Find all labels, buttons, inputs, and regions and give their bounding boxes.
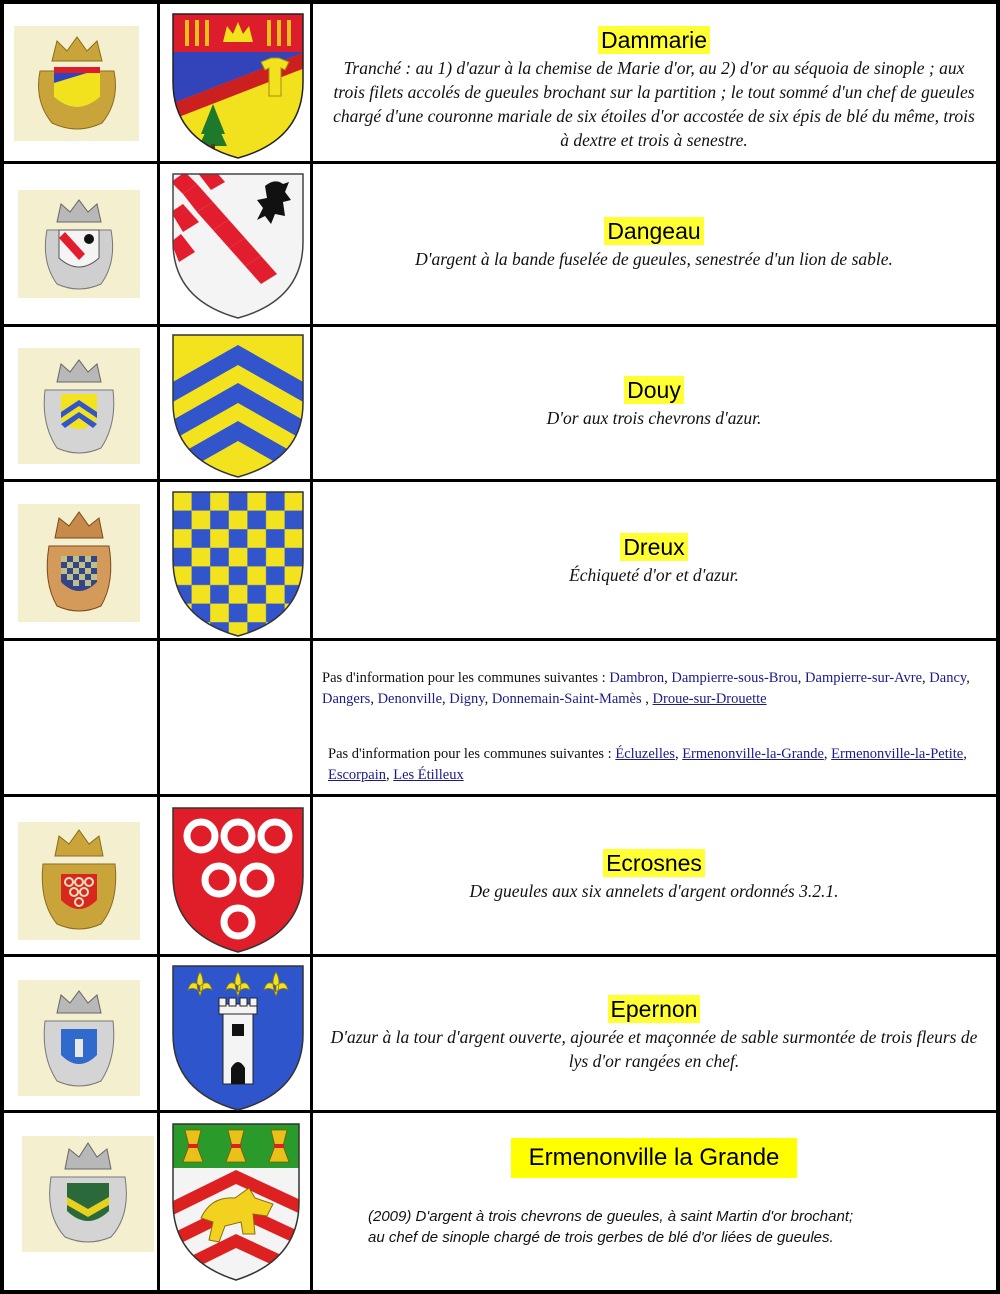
commune-link[interactable]: Écluzelles bbox=[615, 746, 675, 762]
no-info-prefix: Pas d'information pour les communes suivantes : bbox=[328, 746, 612, 762]
coat-of-arms-ermenonville bbox=[171, 1122, 305, 1282]
arms-dammarie bbox=[171, 12, 305, 160]
pin-icon bbox=[39, 508, 119, 618]
pin-badge-douy bbox=[18, 348, 140, 464]
coat-of-arms-dangeau bbox=[171, 172, 305, 320]
entry-douy bbox=[316, 327, 992, 479]
entry-ermenonville bbox=[316, 1138, 992, 1198]
blazon-text: De gueules aux six annelets d'argent ordonnés 3.2.1. bbox=[469, 880, 839, 901]
coat-of-arms-epernon bbox=[171, 964, 305, 1112]
pin-badge-ermenonville bbox=[22, 1136, 154, 1252]
pin-icon bbox=[37, 826, 121, 936]
pin-icon bbox=[32, 31, 122, 136]
commune-name: Dreux bbox=[620, 533, 687, 561]
no-info-prefix: Pas d'information pour les communes suivantes : bbox=[322, 670, 606, 686]
blazon-text: Échiqueté d'or et d'azur. bbox=[569, 565, 739, 585]
arms-dreux bbox=[171, 490, 305, 638]
commune-link[interactable]: Les Étilleux bbox=[393, 767, 464, 783]
commune-link[interactable]: Dangers bbox=[322, 691, 371, 707]
pin-icon bbox=[39, 985, 119, 1091]
commune-name: Dangeau bbox=[604, 217, 703, 245]
commune-name: Douy bbox=[624, 376, 684, 404]
commune-name: Ermenonville la Grande bbox=[511, 1138, 798, 1178]
column-divider bbox=[157, 4, 160, 1290]
arms-epernon bbox=[171, 964, 305, 1112]
commune-link[interactable]: Ermenonville-la-Grande bbox=[682, 746, 824, 762]
commune-link[interactable]: Donnemain-Saint-Mamès bbox=[491, 691, 642, 707]
column-divider bbox=[310, 4, 313, 1290]
commune-link[interactable]: Ermenonville-la-Petite bbox=[831, 746, 964, 762]
blazon-line: (2009) D'argent à trois chevrons de gueules, à saint Martin d'or brochant; bbox=[368, 1208, 854, 1225]
entry-dammarie bbox=[316, 18, 992, 160]
blazon-text: Tranché : au 1) d'azur à la chemise de Marie d'or, au 2) d'or au séquoia de sinople ; aux trois filets accolés de gueules brochant sur la partition ; le tout sommé d'un chef de gueules chargé d'une couronne mariale de six étoiles d'or accostée de six épis de blé du même, trois à dextre et trois à senestre. bbox=[333, 58, 975, 150]
blazon-text: D'or aux trois chevrons d'azur. bbox=[546, 408, 762, 428]
coat-of-arms-douy bbox=[171, 333, 305, 479]
pin-badge-dammarie bbox=[14, 26, 139, 141]
commune-name: Dammarie bbox=[598, 26, 710, 54]
entry-ecrosnes bbox=[316, 797, 992, 954]
commune-link[interactable]: Dancy bbox=[929, 670, 967, 686]
commune-name: Epernon bbox=[608, 995, 701, 1023]
coat-of-arms-ecrosnes bbox=[171, 806, 305, 954]
arms-douy bbox=[171, 333, 305, 479]
commune-link[interactable]: Dampierre-sur-Avre bbox=[805, 670, 923, 686]
arms-ermenonville bbox=[171, 1122, 305, 1282]
pin-icon bbox=[43, 1139, 133, 1249]
coat-of-arms-dreux bbox=[171, 490, 305, 638]
coat-of-arms-dammarie bbox=[171, 12, 305, 160]
blazon-text: D'argent à la bande fuselée de gueules, senestrée d'un lion de sable. bbox=[415, 249, 893, 269]
entry-dreux bbox=[316, 482, 992, 638]
entry-dangeau bbox=[316, 164, 992, 324]
blazon-text: D'azur à la tour d'argent ouverte, ajourée et maçonnée de sable surmontée de trois fleurs de lys d'or rangées en chef. bbox=[330, 1026, 978, 1071]
commune-link[interactable]: Denonville bbox=[377, 691, 443, 707]
blazon-text bbox=[356, 1206, 1000, 1248]
commune-link[interactable]: Escorpain bbox=[328, 767, 386, 783]
commune-link[interactable]: Digny bbox=[449, 691, 485, 707]
commune-link[interactable]: Dampierre-sous-Brou bbox=[671, 670, 798, 686]
commune-name: Ecrosnes bbox=[603, 849, 705, 877]
entry-epernon bbox=[316, 957, 992, 1110]
commune-link[interactable]: Droue-sur-Drouette bbox=[652, 691, 767, 707]
pin-icon bbox=[39, 354, 119, 458]
row-divider bbox=[4, 638, 996, 641]
pin-badge-epernon bbox=[18, 980, 140, 1096]
pin-badge-dangeau bbox=[18, 190, 140, 298]
no-info-list-1: Pas d'information pour les communes suivantes : Dambron, Dampierre-sous-Brou, Dampierre-sur-Avre, Dancy, Dangers, Denonville, Digny, Donnemain-Saint-Mamès , Droue-sur-Drouette bbox=[322, 670, 970, 707]
row-divider bbox=[4, 1110, 996, 1113]
arms-ecrosnes bbox=[171, 806, 305, 954]
pin-badge-ecrosnes bbox=[18, 822, 140, 940]
arms-dangeau bbox=[171, 172, 305, 320]
pin-icon bbox=[39, 194, 119, 294]
commune-link[interactable]: Dambron bbox=[609, 670, 665, 686]
pin-badge-dreux bbox=[18, 504, 140, 622]
no-info-list-2: Pas d'information pour les communes suivantes : Écluzelles, Ermenonville-la-Grande, Ermenonville-la-Petite, Escorpain, Les Étilleux bbox=[328, 746, 967, 783]
blazon-line: au chef de sinople chargé de trois gerbes de blé d'or liées de gueules. bbox=[368, 1229, 834, 1246]
